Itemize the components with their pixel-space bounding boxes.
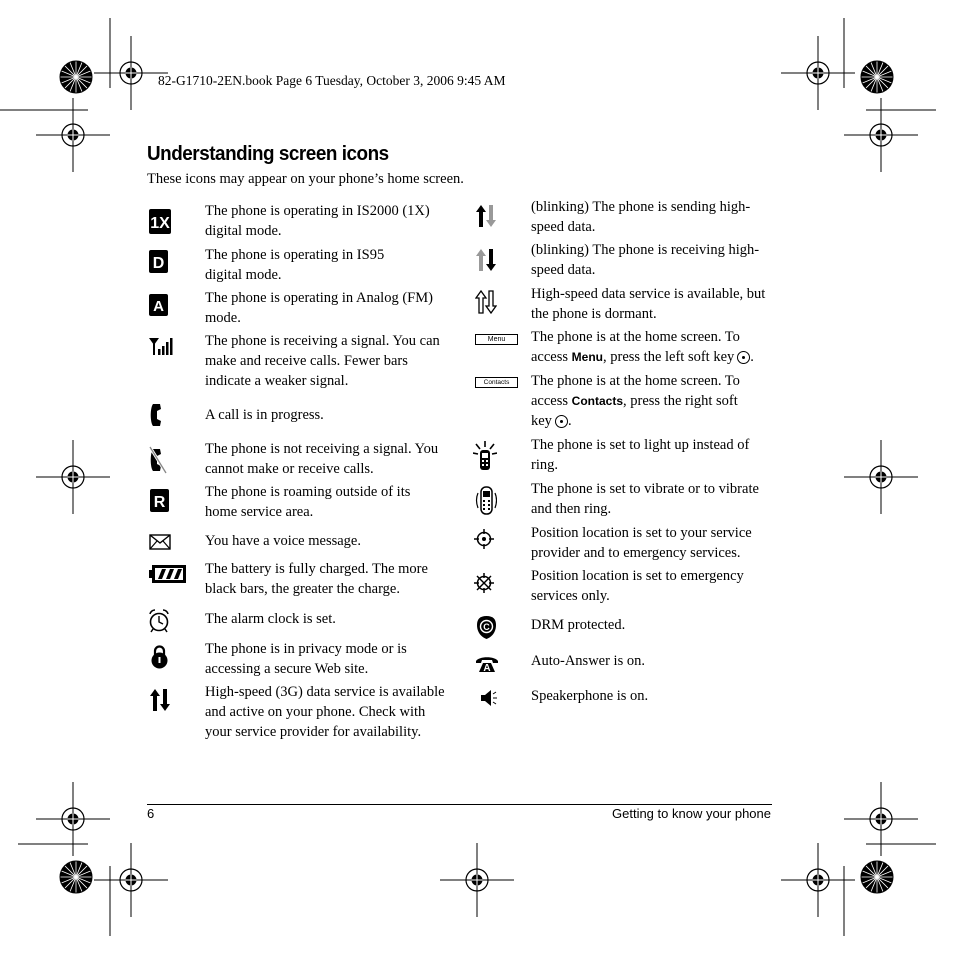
no-signal-icon bbox=[149, 446, 167, 474]
icon-description: The phone is at the home screen. To access Menu, press the left soft key . bbox=[531, 329, 754, 365]
icon-description: (blinking) The phone is receiving high-speed data. bbox=[531, 242, 760, 278]
svg-text:A: A bbox=[483, 663, 491, 673]
receiving-data-icon bbox=[475, 248, 497, 272]
location-emergency-icon bbox=[474, 573, 494, 593]
menu-key-label: Menu bbox=[571, 350, 603, 364]
contacts-key-label: Contacts bbox=[571, 394, 623, 408]
sending-data-icon bbox=[475, 204, 497, 228]
analog-a-icon bbox=[149, 294, 168, 316]
footer-rule bbox=[147, 804, 772, 805]
icon-description: Position location is set to your service provider and to emergency services. bbox=[531, 525, 752, 561]
alarm-clock-icon bbox=[148, 608, 170, 633]
high-speed-3g-icon bbox=[149, 688, 171, 712]
icon-description: The phone is set to vibrate or to vibrate and then ring. bbox=[531, 481, 759, 517]
drm-icon bbox=[476, 615, 497, 640]
svg-text:A: A bbox=[153, 298, 164, 315]
voicemail-envelope-icon bbox=[149, 534, 171, 550]
digital-d-icon bbox=[149, 250, 168, 273]
roaming-r-icon bbox=[150, 489, 169, 512]
icon-description: The phone is not receiving a signal. You cannot make or receive calls. bbox=[205, 441, 439, 477]
auto-answer-icon bbox=[475, 655, 499, 673]
icon-description: The phone is set to light up instead of ring. bbox=[531, 437, 750, 473]
icon-description: The phone is operating in Analog (FM) mode. bbox=[205, 290, 433, 326]
icon-description: Position location is set to emergency services only. bbox=[531, 568, 744, 604]
running-footer-section: Getting to know your phone bbox=[612, 806, 771, 821]
icon-description: DRM protected. bbox=[531, 617, 626, 633]
page-number: 6 bbox=[147, 806, 155, 821]
svg-text:R: R bbox=[153, 494, 166, 511]
svg-text:C: C bbox=[483, 622, 490, 632]
icon-description: (blinking) The phone is sending high-speed data. bbox=[531, 199, 751, 235]
icon-description: High-speed (3G) data service is available and active on your phone. Check with your service provider for availability. bbox=[205, 684, 445, 740]
icon-description: High-speed data service is available, but the phone is dormant. bbox=[531, 286, 766, 322]
left-softkey-icon bbox=[737, 351, 750, 364]
speakerphone-icon bbox=[480, 689, 498, 707]
page-title: Understanding screen icons bbox=[147, 142, 389, 165]
battery-icon bbox=[149, 565, 187, 583]
svg-text:D: D bbox=[152, 255, 165, 272]
icon-description: The phone is at the home screen. To access Contacts, press the right soft key . bbox=[531, 373, 740, 429]
icon-description: The phone is operating in IS2000 (1X) digital mode. bbox=[205, 203, 430, 239]
intro-text: These icons may appear on your phone’s home screen. bbox=[147, 171, 464, 187]
location-on-icon bbox=[474, 529, 494, 549]
icon-description: The phone is in privacy mode or is accessing a secure Web site. bbox=[205, 641, 407, 677]
icon-description: A call is in progress. bbox=[205, 407, 324, 423]
vibrate-icon bbox=[475, 485, 497, 517]
dormant-data-icon bbox=[475, 290, 497, 314]
menu-softkey-icon: Menu bbox=[475, 334, 518, 345]
icon-description: The alarm clock is set. bbox=[205, 611, 336, 627]
privacy-lock-icon bbox=[150, 645, 169, 669]
signal-bars-icon bbox=[149, 337, 173, 355]
svg-text:1X: 1X bbox=[150, 215, 170, 232]
icon-description: The battery is fully charged. The more black bars, the greater the charge. bbox=[205, 561, 428, 597]
icon-description: The phone is roaming outside of its home service area. bbox=[205, 484, 411, 520]
1x-icon bbox=[149, 209, 171, 234]
icon-description: You have a voice message. bbox=[205, 533, 361, 549]
icon-description: The phone is receiving a signal. You can make and receive calls. Fewer bars indicate a weaker signal. bbox=[205, 333, 440, 389]
light-up-icon bbox=[473, 441, 497, 471]
icon-description: Speakerphone is on. bbox=[531, 688, 649, 704]
print-slug-line: 82-G1710-2EN.book Page 6 Tuesday, October 3, 2006 9:45 AM bbox=[158, 73, 506, 88]
call-in-progress-icon bbox=[150, 403, 164, 427]
icon-description: Auto-Answer is on. bbox=[531, 653, 645, 669]
contacts-softkey-icon: Contacts bbox=[475, 377, 518, 388]
icon-description: The phone is operating in IS95 digital mode. bbox=[205, 247, 385, 283]
right-softkey-icon bbox=[555, 415, 568, 428]
